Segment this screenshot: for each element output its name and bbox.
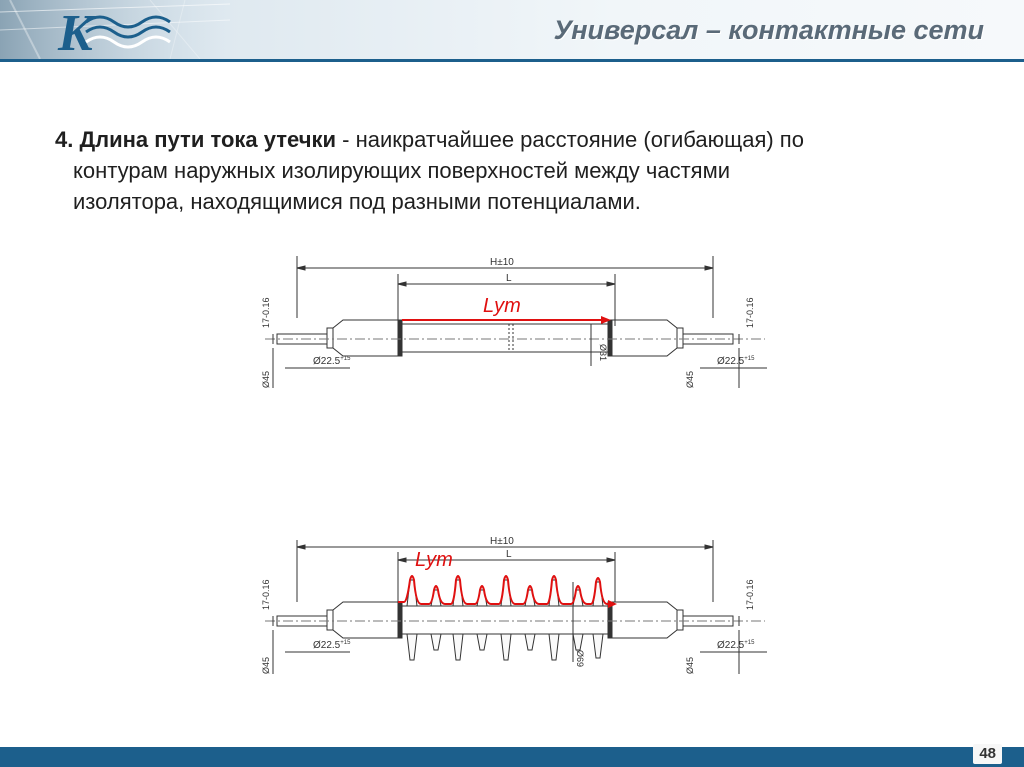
insulation-length-label-bottom: L	[506, 549, 512, 560]
shed-diameter-label: Ø69	[575, 650, 585, 668]
definition-text	[55, 124, 955, 217]
right-height-label-top: 17-0.16	[745, 297, 755, 328]
leak-path-label-bottom: Lут	[415, 549, 453, 571]
left-bore-diameter-label-bottom: $Ø22.5^{+15}$	[313, 640, 351, 651]
overall-length-label-bottom: H±10	[490, 536, 514, 547]
definition-line-1: - наикратчайшее расстояние (огибающая) по	[336, 127, 804, 152]
insulator-drawing-rod	[255, 248, 775, 403]
definition-line-3: изолятора, находящимися под разными потенциалами.	[73, 189, 641, 214]
left-bore-diameter-label-top: $Ø22.5^{+15}$	[313, 356, 351, 367]
overall-length-label-top: H±10	[490, 257, 514, 268]
insulation-length-label-top: L	[506, 273, 512, 284]
right-bore-diameter-label-top: $Ø22.5^{+15}$	[717, 356, 755, 367]
company-logo	[0, 0, 230, 59]
slide-header	[0, 0, 1024, 62]
definition-term: 4. Длина пути тока утечки	[55, 127, 337, 152]
left-height-label-top: 17-0.16	[261, 297, 271, 328]
right-height-label-bottom: 17-0.16	[745, 579, 755, 610]
left-outer-diameter-label-top: Ø45	[261, 370, 271, 388]
definition-line-2: контурам наружных изолирующих поверхностей между частями	[73, 158, 730, 183]
right-outer-diameter-label-top: Ø45	[685, 370, 695, 388]
left-height-label-bottom: 17-0.16	[261, 579, 271, 610]
right-outer-diameter-label-bottom: Ø45	[685, 656, 695, 674]
left-outer-diameter-label-bottom: Ø45	[261, 656, 271, 674]
leak-path-label-top: Lут	[483, 295, 521, 317]
rod-diameter-label: Ø31	[598, 344, 608, 362]
page-number: 48	[973, 744, 1002, 764]
insulator-drawing-sheds	[255, 532, 775, 687]
slide-title: Универсал – контактные сети	[553, 15, 984, 45]
slide-footer-bar	[0, 747, 1024, 767]
right-bore-diameter-label-bottom: $Ø22.5^{+15}$	[717, 640, 755, 651]
svg-text:K: K	[58, 5, 93, 59]
